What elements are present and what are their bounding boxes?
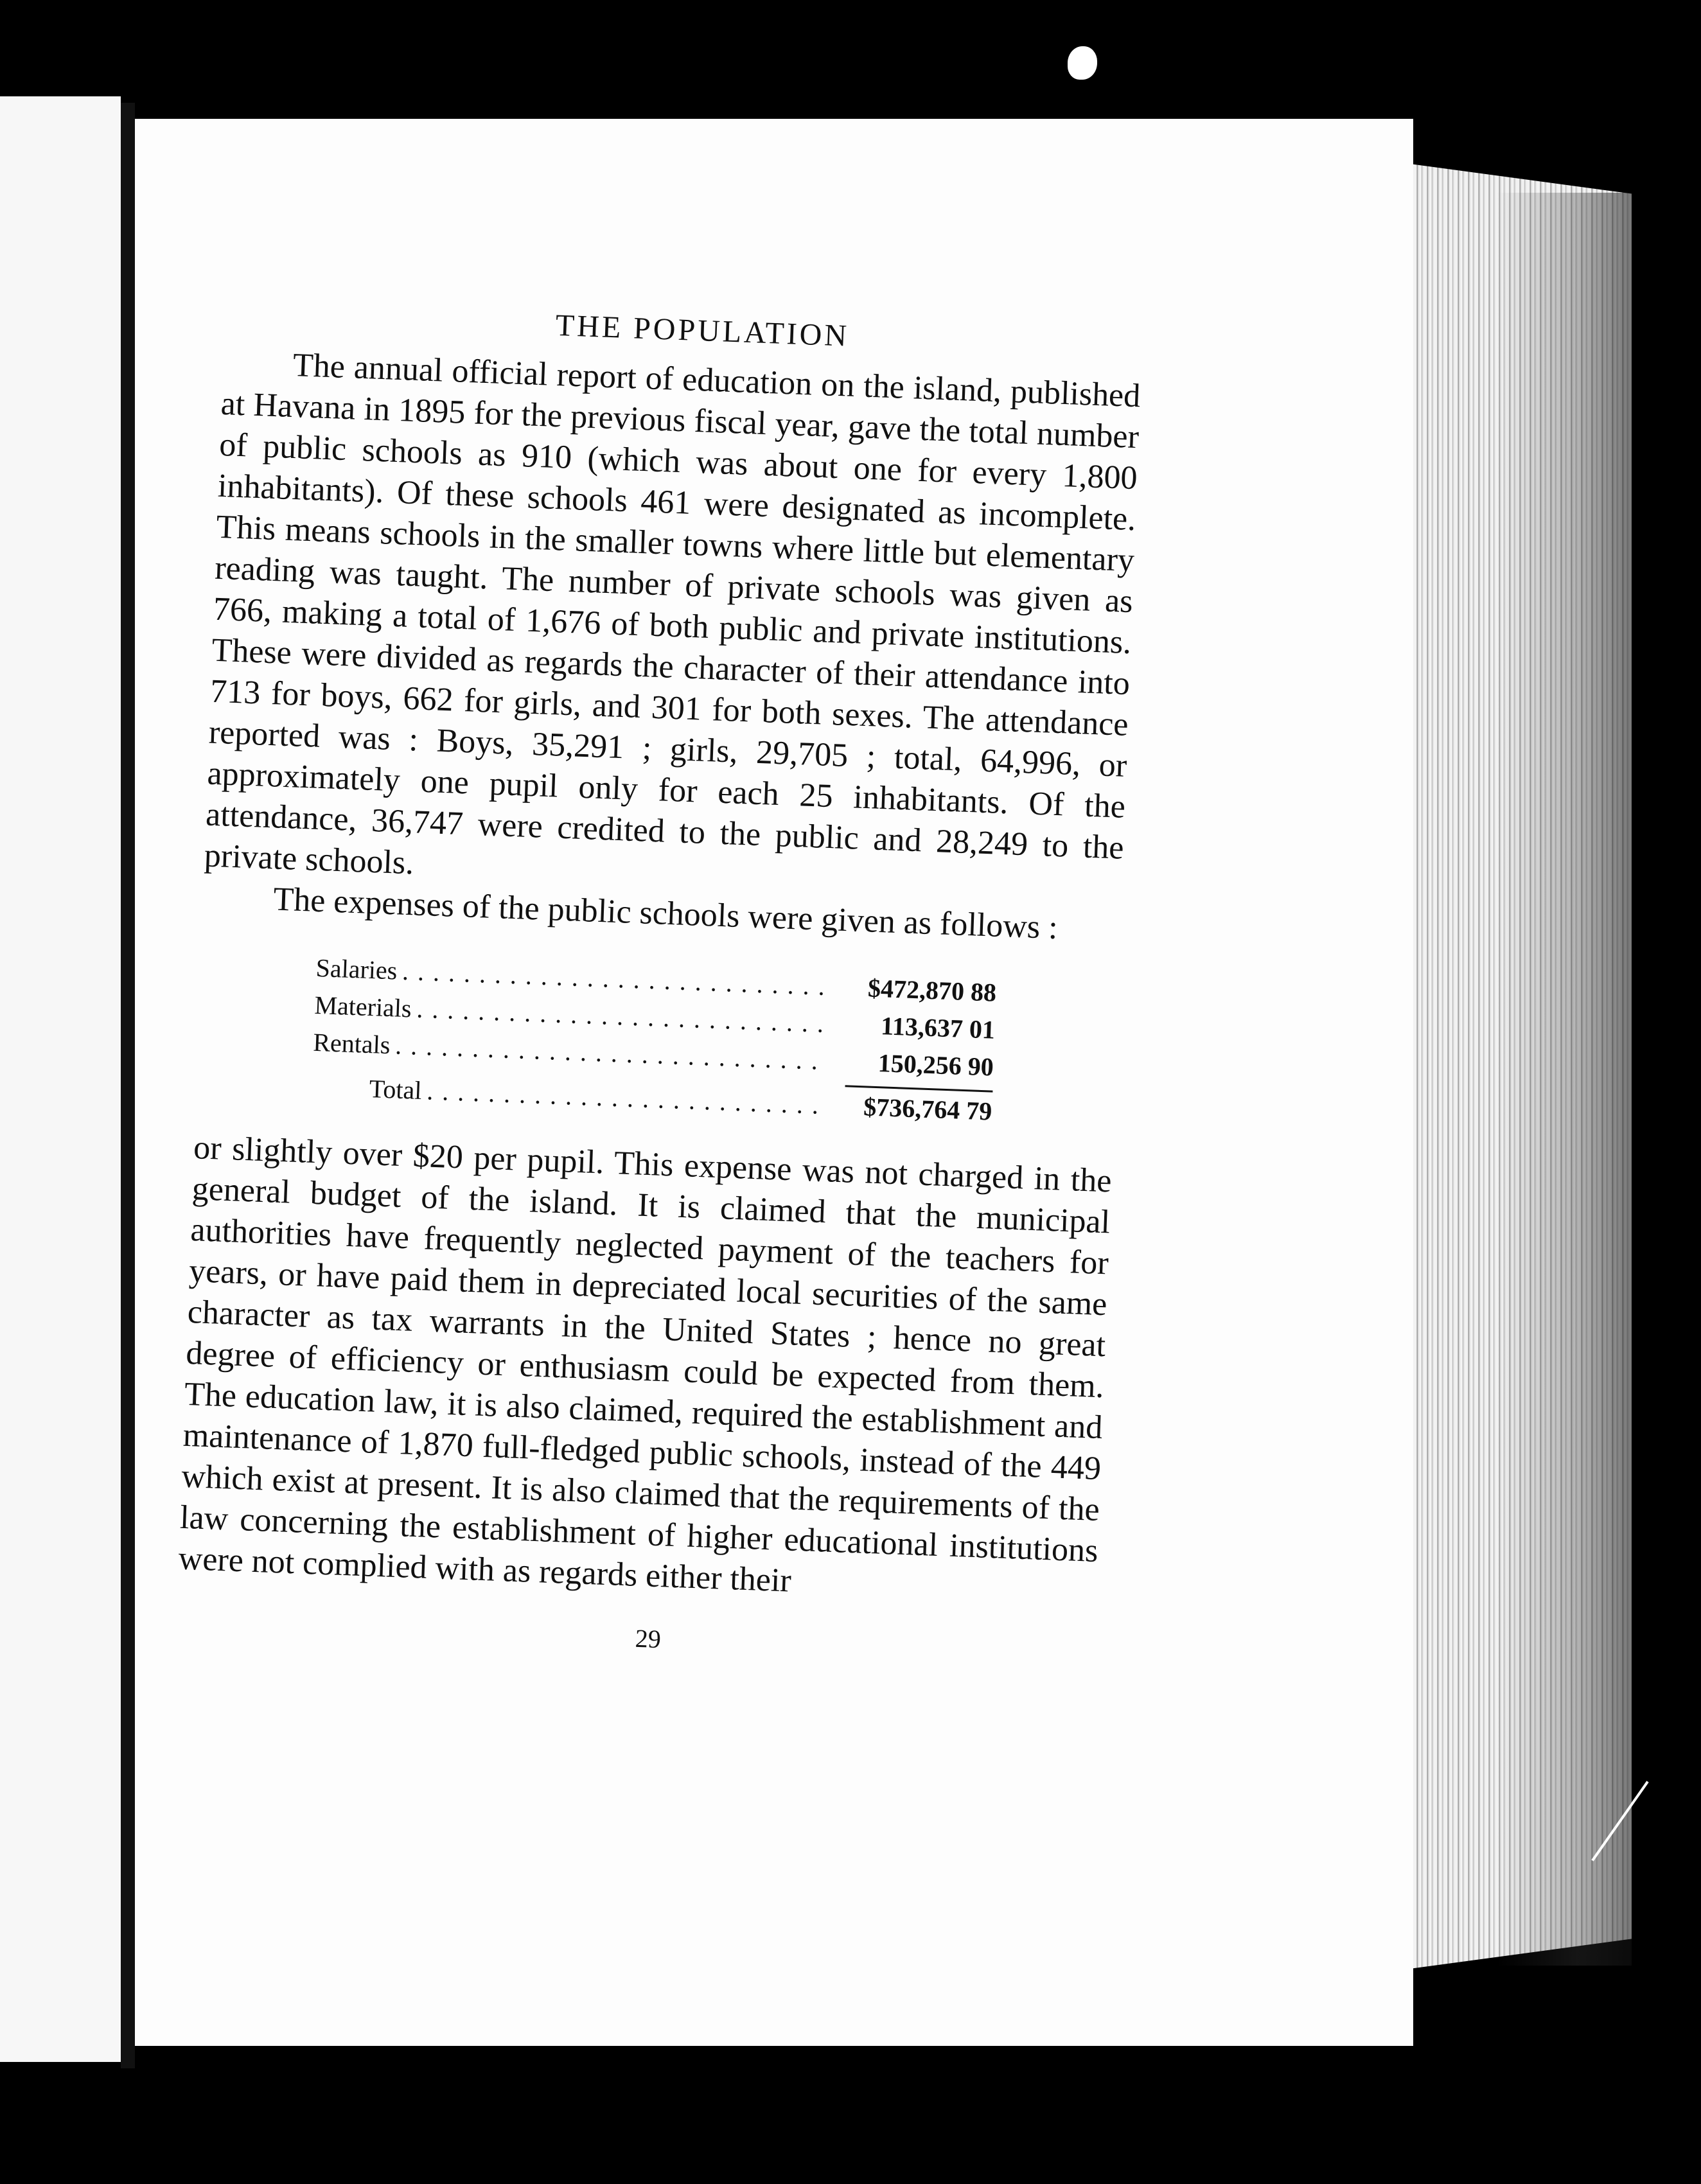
total-amount: $736,764 79 bbox=[863, 1092, 993, 1126]
expenses-table bbox=[195, 948, 1119, 1138]
paragraph-expense-discussion: or slightly over $20 per pupil. This expense was not charged in the general budget of the island. It is claimed that the municipal authorities have frequently neglected payment of the teachers for years, or have paid them in depreciated local securities of the same character as tax warrants in the United States ; hence no great degree of efficiency or enthusiasm could be expected from them. The education law, it is also claimed, required the establishment and maintenance of 1,870 full-fledged public schools, instead of the 449 which exist at present. It is also claimed that the requirements of the law concerning the establishment of higher educational institutions were not complied with as regards either their bbox=[177, 1129, 1113, 1599]
page-number: 29 bbox=[635, 1623, 662, 1654]
expense-amount: 150,256 90 bbox=[877, 1048, 994, 1082]
book-gutter bbox=[121, 103, 135, 2068]
running-head: THE POPULATION bbox=[555, 308, 850, 353]
scan-blot bbox=[1068, 46, 1097, 80]
page-edge-shadow bbox=[1497, 193, 1632, 1966]
expense-label: Salaries bbox=[315, 953, 398, 985]
expense-amount: 113,637 01 bbox=[880, 1011, 996, 1044]
page-content bbox=[175, 295, 1143, 1670]
expense-amount: $472,870 88 bbox=[867, 973, 997, 1007]
expense-label: Rentals bbox=[312, 1027, 391, 1060]
expense-label: Materials bbox=[313, 990, 412, 1023]
total-label: Total bbox=[369, 1074, 423, 1105]
facing-page bbox=[0, 96, 121, 2062]
paragraph-education-report: The annual official report of education on the island, published at Havana in 1895 for the previous fiscal year, gave the total number of public schools as 910 (which was about one for every 1,800 inhabitants). Of these schools 461 were designated as incomplete. This means schools in the smaller towns where little but elementary reading was taught. The number of private schools was given as 766, making a total of 1,676 of both public and private institutions. These were divided as regards the character of their attendance into 713 for boys, 662 for girls, and 301 for both sexes. The attendance reported was : Boys, 35,291 ; girls, 29,705 ; total, 64,996, or approximately one pupil only for each 25 inhabitants. Of the attendance, 36,747 were credited to the public and 28,249 to the private schools. bbox=[203, 346, 1141, 882]
paragraph-expenses-intro: The expenses of the public schools were given as follows : bbox=[272, 881, 1059, 947]
leader-dots bbox=[427, 1075, 827, 1120]
